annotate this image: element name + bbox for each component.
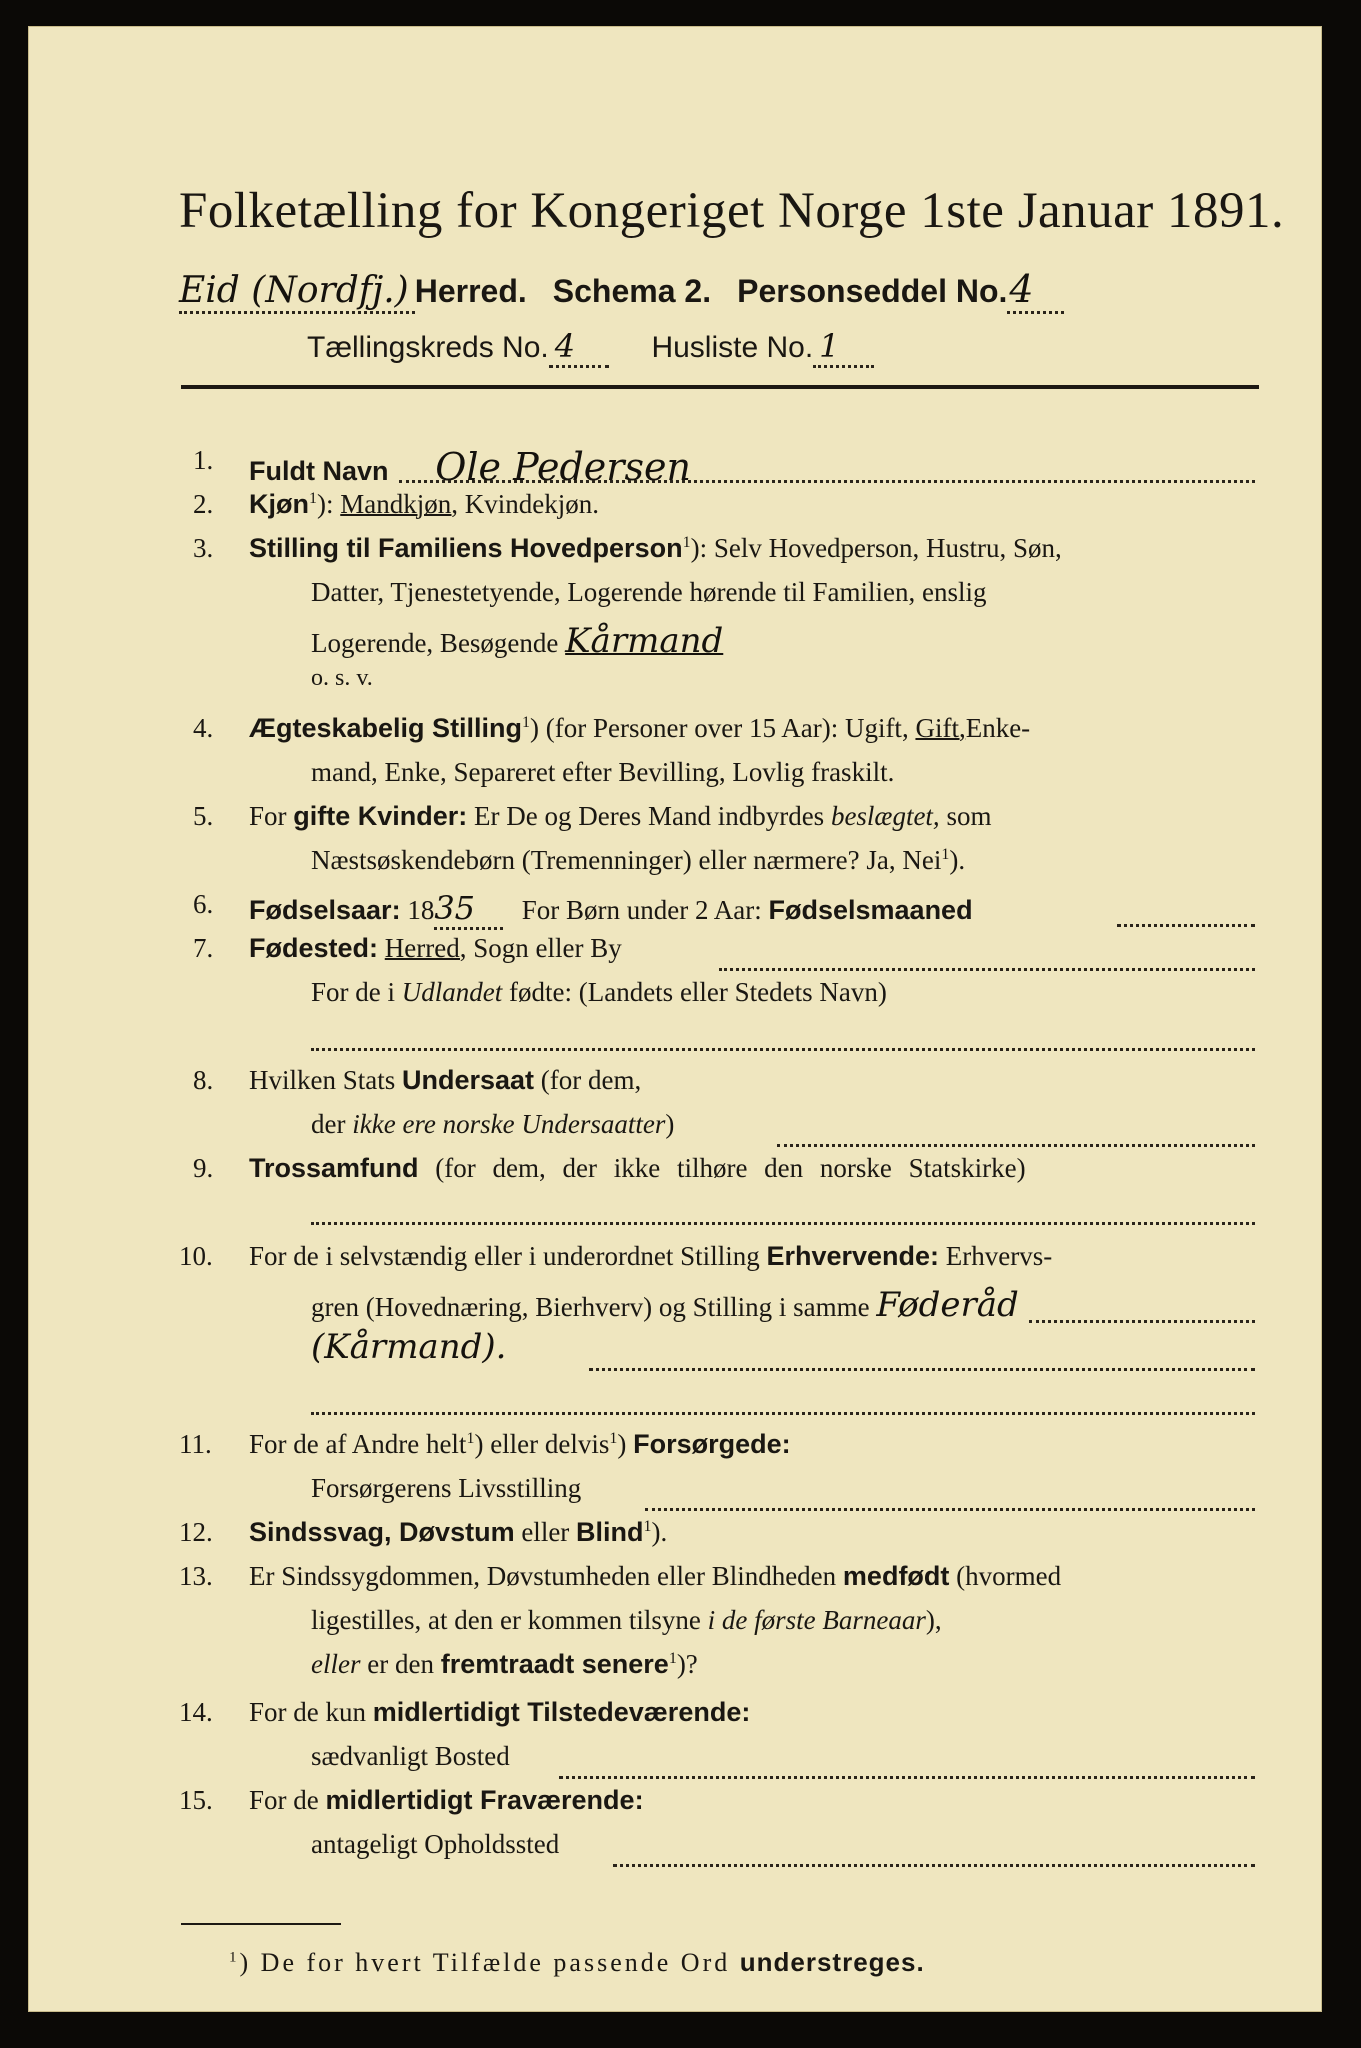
q6-prefix: 18 — [407, 895, 435, 925]
item-6 — [249, 889, 973, 927]
item-number: 6. — [193, 889, 214, 919]
q15-label: midlertidigt Fraværende: — [325, 1785, 644, 1815]
q15-text2: antageligt Opholdssted — [311, 1829, 560, 1859]
q7-label: Fødested: — [249, 933, 379, 963]
kreds-label: Tællingskreds No. — [307, 331, 549, 364]
item-10 — [249, 1241, 1052, 1272]
q2-sup: 1 — [309, 490, 317, 507]
herred-label: Herred. — [414, 273, 527, 309]
q6-value: 35 — [434, 889, 503, 930]
q15-dotted-line — [613, 1863, 1255, 1867]
q6-dotted-line — [1117, 923, 1255, 927]
item-2: Kjøn$^1$): Mandkjøn, Kvindekjøn. — [249, 489, 599, 519]
item-12: Sindssvag, Døvstum eller Blind$^1$). — [249, 1517, 668, 1547]
husliste-label: Husliste No. — [651, 331, 814, 364]
q10-dotted-line-3 — [311, 1411, 1255, 1415]
q7-line2 — [311, 977, 887, 1008]
q10-value1: Føderåd — [876, 1285, 1019, 1325]
item-4: Ægteskabelig Stilling$^1$) (for Personer over 15 Aar): Ugift, Gift,Enke- — [249, 713, 1031, 743]
q7-dotted-line — [719, 967, 1255, 971]
q14-label: midlertidigt Tilstedeværende: — [372, 1697, 751, 1727]
q7-text: Sogn eller By — [473, 933, 622, 963]
q5-label-pre: For — [249, 801, 287, 831]
q4-text2: mand, Enke, Separeret efter Bevilling, Lovlig fraskilt. — [311, 757, 895, 787]
q6-label: Fødselsaar: — [249, 895, 401, 925]
q3-value: Kårmand — [565, 621, 724, 661]
q11-text1a: For de af Andre helt — [249, 1429, 467, 1459]
q3-text1: Selv Hovedperson, Hustru, Søn, — [713, 533, 1062, 563]
q3-sup: 1 — [682, 534, 691, 551]
q5-text1b: som — [946, 801, 992, 831]
item-number: 5. — [193, 801, 214, 831]
q9-label: Trossamfund — [249, 1153, 419, 1183]
footnote-bold: understreges. — [739, 1947, 925, 1977]
q3-text3: Logerende, Besøgende — [311, 628, 559, 658]
footnote-rule — [181, 1923, 341, 1925]
item-number: 8. — [193, 1065, 214, 1095]
kreds-line — [307, 327, 874, 365]
q4-sup: 1 — [522, 714, 531, 731]
q10-dotted-line — [1029, 1319, 1255, 1323]
q8-text2a: der — [311, 1109, 346, 1139]
q1-label: Fuldt Navn — [249, 456, 389, 486]
item-11: For de af Andre helt$^1$) eller delvis$^1$) Forsørgede: — [249, 1429, 791, 1459]
q6-label2: Fødselsmaaned — [768, 895, 973, 925]
q1-value: Ole Pedersen — [435, 445, 691, 489]
q11-dotted-line — [645, 1507, 1255, 1511]
item-number: 14. — [179, 1697, 213, 1727]
footnote-mark: 1 — [229, 1949, 240, 1966]
personseddel-label: Personseddel No. — [737, 273, 1008, 309]
schema-label: Schema 2. — [552, 273, 712, 309]
q2-option-kvindekjon: Kvindekjøn. — [464, 489, 599, 519]
q13-italic: i de første Barneaar — [707, 1605, 926, 1635]
item-number: 10. — [179, 1241, 213, 1271]
q1-dotted-line — [399, 479, 1255, 483]
item-number: 12. — [179, 1517, 213, 1547]
q10-text1a: For de i selvstændig eller i underordnet Stilling — [249, 1241, 760, 1271]
q10-dotted-line-2 — [589, 1367, 1255, 1371]
q8-label: Undersaat — [402, 1065, 535, 1095]
q12-text: eller — [521, 1517, 570, 1547]
q11-text1b: eller delvis — [490, 1429, 610, 1459]
q14-text1a: For de kun — [249, 1697, 366, 1727]
q14-dotted-line — [559, 1775, 1255, 1779]
q10-line2 — [311, 1285, 1019, 1325]
q13-text1b: (hvormed — [956, 1561, 1062, 1591]
item-number: 11. — [179, 1429, 212, 1459]
item-number: 15. — [179, 1785, 213, 1815]
form-title: Folketælling for Kongeriget Norge 1ste Januar 1891. — [179, 183, 1285, 239]
q15-text1a: For de — [249, 1785, 319, 1815]
item-number: 2. — [193, 489, 214, 519]
q8-line2 — [311, 1109, 674, 1140]
q10-text1b: Erhvervs- — [945, 1241, 1053, 1271]
item-number: 9. — [193, 1153, 214, 1183]
q13-label: medfødt — [842, 1561, 950, 1591]
q2-label: Kjøn — [249, 489, 309, 519]
q11-text2: Forsørgerens Livsstilling — [311, 1473, 582, 1503]
item-3: Stilling til Familiens Hovedperson$^1$): Selv Hovedperson, Hustru, Søn, — [249, 533, 1062, 563]
q7-dotted-line-2 — [311, 1047, 1255, 1051]
q10-label: Erhvervende: — [766, 1241, 940, 1271]
personseddel-value: 4 — [1007, 267, 1063, 314]
q6-text: For Børn under 2 Aar: — [521, 895, 762, 925]
item-15 — [249, 1785, 644, 1816]
census-form — [28, 26, 1322, 2012]
q7-italic: Udlandet — [401, 977, 503, 1007]
q3-label: Stilling til Familiens Hovedperson — [249, 533, 683, 563]
q7-text2b: fødte: (Landets eller Stedets Navn) — [509, 977, 887, 1007]
item-7 — [249, 933, 622, 964]
q13-line3: eller er den fremtraadt senere$^1$)? — [311, 1649, 698, 1679]
q3-text4: o. s. v. — [311, 665, 373, 691]
item-number: 3. — [193, 533, 214, 563]
q8-italic: ikke ere norske Undersaatter — [352, 1109, 666, 1139]
q4-option-gift: Gift, — [915, 713, 966, 743]
q8-text2b: ) — [665, 1109, 675, 1139]
item-number: 13. — [179, 1561, 213, 1591]
item-5 — [249, 801, 991, 832]
q8-text1b: (for dem, — [540, 1065, 642, 1095]
q8-text1a: Hvilken Stats — [249, 1065, 396, 1095]
q9-text: (for dem, der ikke tilhøre den norske Statskirke) — [435, 1153, 1026, 1183]
q4-text1b: Enke- — [965, 713, 1031, 743]
q13-line2: ligestilles, at den er kommen tilsyne i de første Barneaar), — [311, 1605, 942, 1635]
q7-option-herred: Herred, — [384, 933, 467, 963]
item-14 — [249, 1697, 750, 1728]
q5-text1: Er De og Deres Mand indbyrdes — [474, 801, 825, 831]
q5-line2: Næstsøskendebørn (Tremenninger) eller nærmere? Ja, Nei$^1$). — [311, 845, 966, 875]
footnote-text: De for hvert Tilfælde passende Ord — [260, 1948, 731, 1977]
q10-value2: (Kårmand). — [311, 1327, 507, 1367]
q13-text3a: er den — [367, 1649, 434, 1679]
header-rule — [181, 385, 1259, 389]
q3-text2: Datter, Tjenestetyende, Logerende hørende til Familien, enslig — [311, 577, 987, 607]
q4-text1: (for Personer over 15 Aar): Ugift, — [545, 713, 909, 743]
q5-label: gifte Kvinder: — [293, 801, 468, 831]
q12-label2: Blind — [576, 1517, 644, 1547]
q2-option-mandkjon: Mandkjøn, — [340, 489, 458, 519]
item-number: 1. — [193, 445, 214, 475]
herred-value: Eid (Nordfj.) — [179, 270, 415, 314]
kreds-value: 4 — [549, 327, 609, 368]
q13-text2a: ligestilles, at den er kommen tilsyne — [311, 1605, 701, 1635]
q3-line3 — [311, 621, 723, 661]
q5-text2: Næstsøskendebørn (Tremenninger) eller nærmere? Ja, Nei — [311, 845, 942, 875]
q13-label2: fremtraadt senere — [440, 1649, 669, 1679]
q14-text2: sædvanligt Bosted — [311, 1741, 510, 1771]
q13-italic2: eller — [311, 1649, 361, 1679]
q11-label: Forsørgede: — [633, 1429, 791, 1459]
item-8 — [249, 1065, 641, 1096]
q8-dotted-line — [777, 1143, 1255, 1147]
q10-text2: gren (Hovednæring, Bierhverv) og Stilling i samme — [311, 1292, 870, 1322]
herred-line — [179, 267, 1064, 311]
item-number: 4. — [193, 713, 214, 743]
item-number: 7. — [193, 933, 214, 963]
q13-text1a: Er Sindssygdommen, Døvstumheden eller Blindheden — [249, 1561, 837, 1591]
q12-label: Sindssvag, Døvstum — [249, 1517, 515, 1547]
q9-dotted-line — [311, 1221, 1255, 1225]
footnote: $^1$) De for hvert Tilfælde passende Ord understreges. — [229, 1947, 925, 1977]
item-13 — [249, 1561, 1061, 1592]
husliste-value: 1 — [813, 327, 873, 368]
q5-italic: beslægtet, — [830, 801, 940, 831]
q4-label: Ægteskabelig Stilling — [249, 713, 523, 743]
item-9 — [249, 1153, 1026, 1184]
q7-text2a: For de i — [311, 977, 395, 1007]
